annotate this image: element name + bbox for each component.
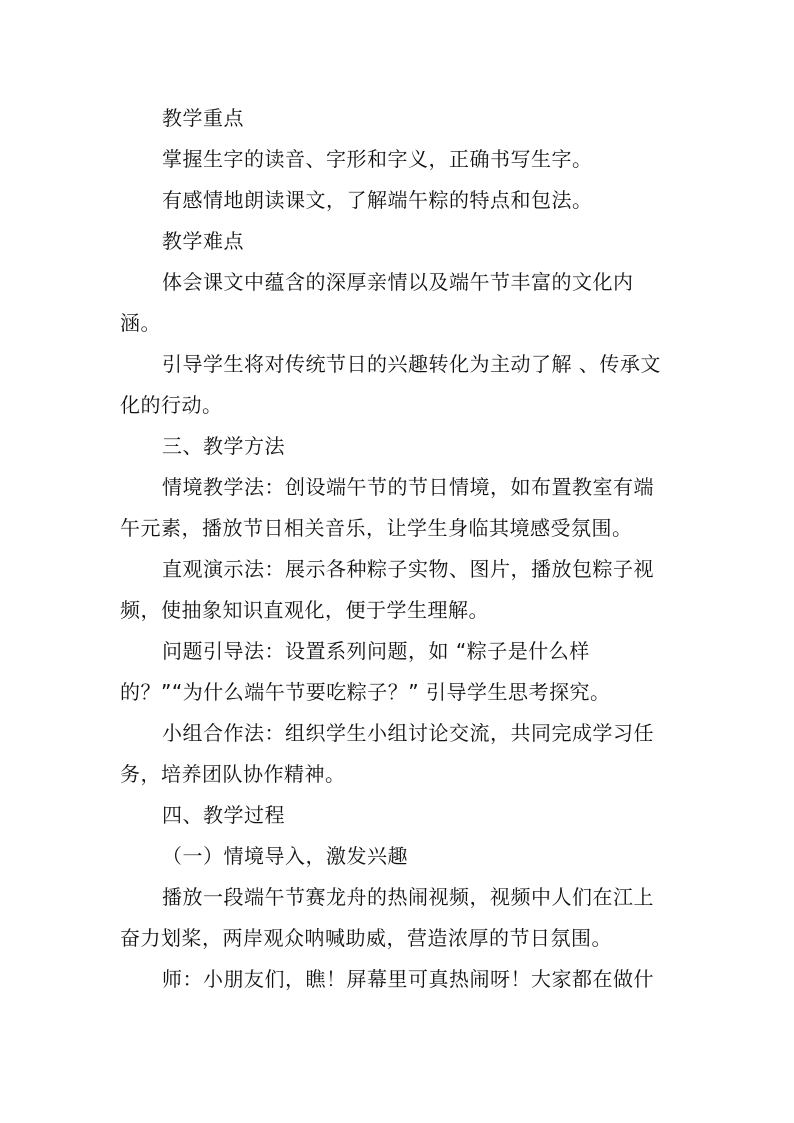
paragraph-line: 频，使抽象知识直观化，便于学生理解。 — [120, 598, 489, 622]
subheading-intro: （一）情境导入，激发兴趣 — [162, 844, 408, 868]
section-heading-methods: 三、教学方法 — [162, 434, 285, 458]
section-heading-process: 四、教学过程 — [162, 803, 285, 827]
paragraph-line: 体会课文中蕴含的深厚亲情以及端午节丰富的文化内 — [162, 270, 634, 294]
heading-difficulties: 教学难点 — [162, 229, 244, 253]
paragraph-line: 引导学生将对传统节日的兴趣转化为主动了解 、传承文 — [162, 352, 661, 376]
paragraph-line: 化的行动。 — [120, 393, 223, 417]
paragraph-line: 涵。 — [120, 311, 161, 335]
paragraph-line: 情境教学法：创设端午节的节日情境，如布置教室有端 — [162, 475, 654, 499]
paragraph-line: 务，培养团队协作精神。 — [120, 762, 346, 786]
paragraph-line: 的？”“为什么端午节要吃粽子？” 引导学生思考探究。 — [120, 680, 611, 704]
paragraph-line: 直观演示法：展示各种粽子实物、图片，播放包粽子视 — [162, 557, 654, 581]
paragraph-line: 小组合作法：组织学生小组讨论交流，共同完成学习任 — [162, 721, 654, 745]
paragraph-line: 师：小朋友们，瞧！屏幕里可真热闹呀！大家都在做什 — [162, 967, 654, 991]
paragraph-line: 奋力划桨，两岸观众呐喊助威，营造浓厚的节日氛围。 — [120, 926, 612, 950]
paragraph-line: 掌握生字的读音、字形和字义，正确书写生字。 — [162, 147, 593, 171]
paragraph-line: 午元素，播放节日相关音乐，让学生身临其境感受氛围。 — [120, 516, 633, 540]
paragraph-line: 有感情地朗读课文，了解端午粽的特点和包法。 — [162, 188, 593, 212]
paragraph-line: 问题引导法：设置系列问题，如 “粽子是什么样 — [162, 639, 590, 663]
heading-key-points: 教学重点 — [162, 106, 244, 130]
paragraph-line: 播放一段端午节赛龙舟的热闹视频，视频中人们在江上 — [162, 885, 654, 909]
